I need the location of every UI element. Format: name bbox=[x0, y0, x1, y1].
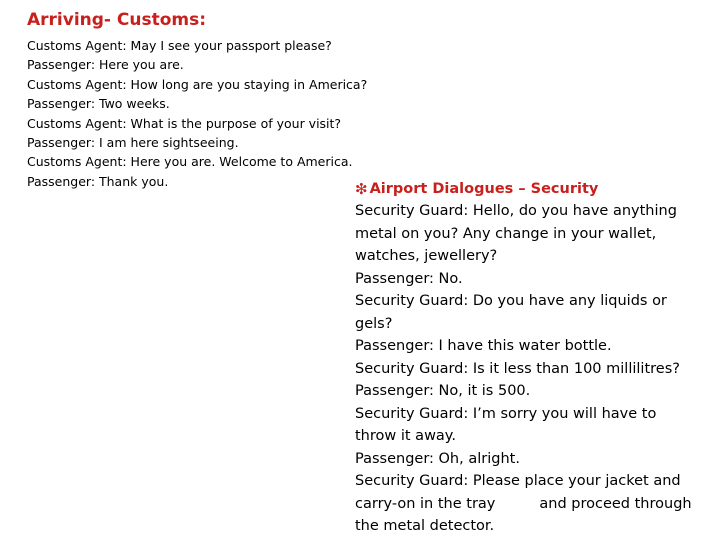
dialogue-line: watches, jewellery? bbox=[355, 248, 498, 264]
dialogue-line: Customs Agent: How long are you staying in America? bbox=[27, 76, 368, 92]
security-heading bbox=[355, 178, 705, 200]
dialogue-line: Security Guard: I’m sorry you will have to bbox=[355, 405, 657, 422]
dialogue-line: throw it away. bbox=[355, 428, 456, 444]
security-dialogue-list bbox=[355, 200, 705, 538]
dialogue-line: Customs Agent: Here you are. Welcome to America. bbox=[27, 154, 353, 170]
security-heading-text: Airport Dialogues – Security bbox=[369, 181, 599, 197]
dialogue-line bbox=[355, 493, 705, 516]
dialogue-line: Passenger: Here you are. bbox=[27, 57, 184, 73]
customs-dialogue-list bbox=[27, 36, 407, 191]
dialogue-line: Security Guard: Is it less than 100 millilitres? bbox=[355, 360, 680, 377]
dialogue-fragment: carry-on in the tray bbox=[355, 495, 496, 512]
dialogue-line: Passenger: Thank you. bbox=[27, 173, 169, 189]
dialogue-fragment: and proceed through bbox=[539, 495, 692, 512]
dialogue-line: Passenger: No. bbox=[355, 270, 463, 287]
dialogue-line: Customs Agent: What is the purpose of your visit? bbox=[27, 115, 342, 131]
dialogue-line: Passenger: I have this water bottle. bbox=[355, 338, 612, 354]
dialogue-line: Security Guard: Do you have any liquids or bbox=[355, 293, 667, 309]
dialogue-line: Passenger: Oh, alright. bbox=[355, 450, 520, 467]
security-dialogue-block bbox=[355, 178, 705, 538]
dialogue-line: gels? bbox=[355, 315, 393, 332]
dialogue-line: the metal detector. bbox=[355, 518, 495, 534]
customs-dialogue-block bbox=[27, 8, 407, 191]
dialogue-line: Security Guard: Please place your jacket and bbox=[355, 473, 681, 489]
dialogue-line: Passenger: No, it is 500. bbox=[355, 383, 531, 399]
dialogue-line: Passenger: I am here sightseeing. bbox=[27, 135, 239, 151]
dialogue-line: metal on you? Any change in your wallet, bbox=[355, 225, 657, 242]
customs-heading: Arriving- Customs: bbox=[27, 10, 207, 30]
asterisk-bullet-icon: ❇ bbox=[355, 180, 368, 198]
dialogue-line: Customs Agent: May I see your passport please? bbox=[27, 38, 332, 53]
dialogue-line: Security Guard: Hello, do you have anything bbox=[355, 203, 677, 219]
dialogue-line: Passenger: Two weeks. bbox=[27, 96, 170, 112]
